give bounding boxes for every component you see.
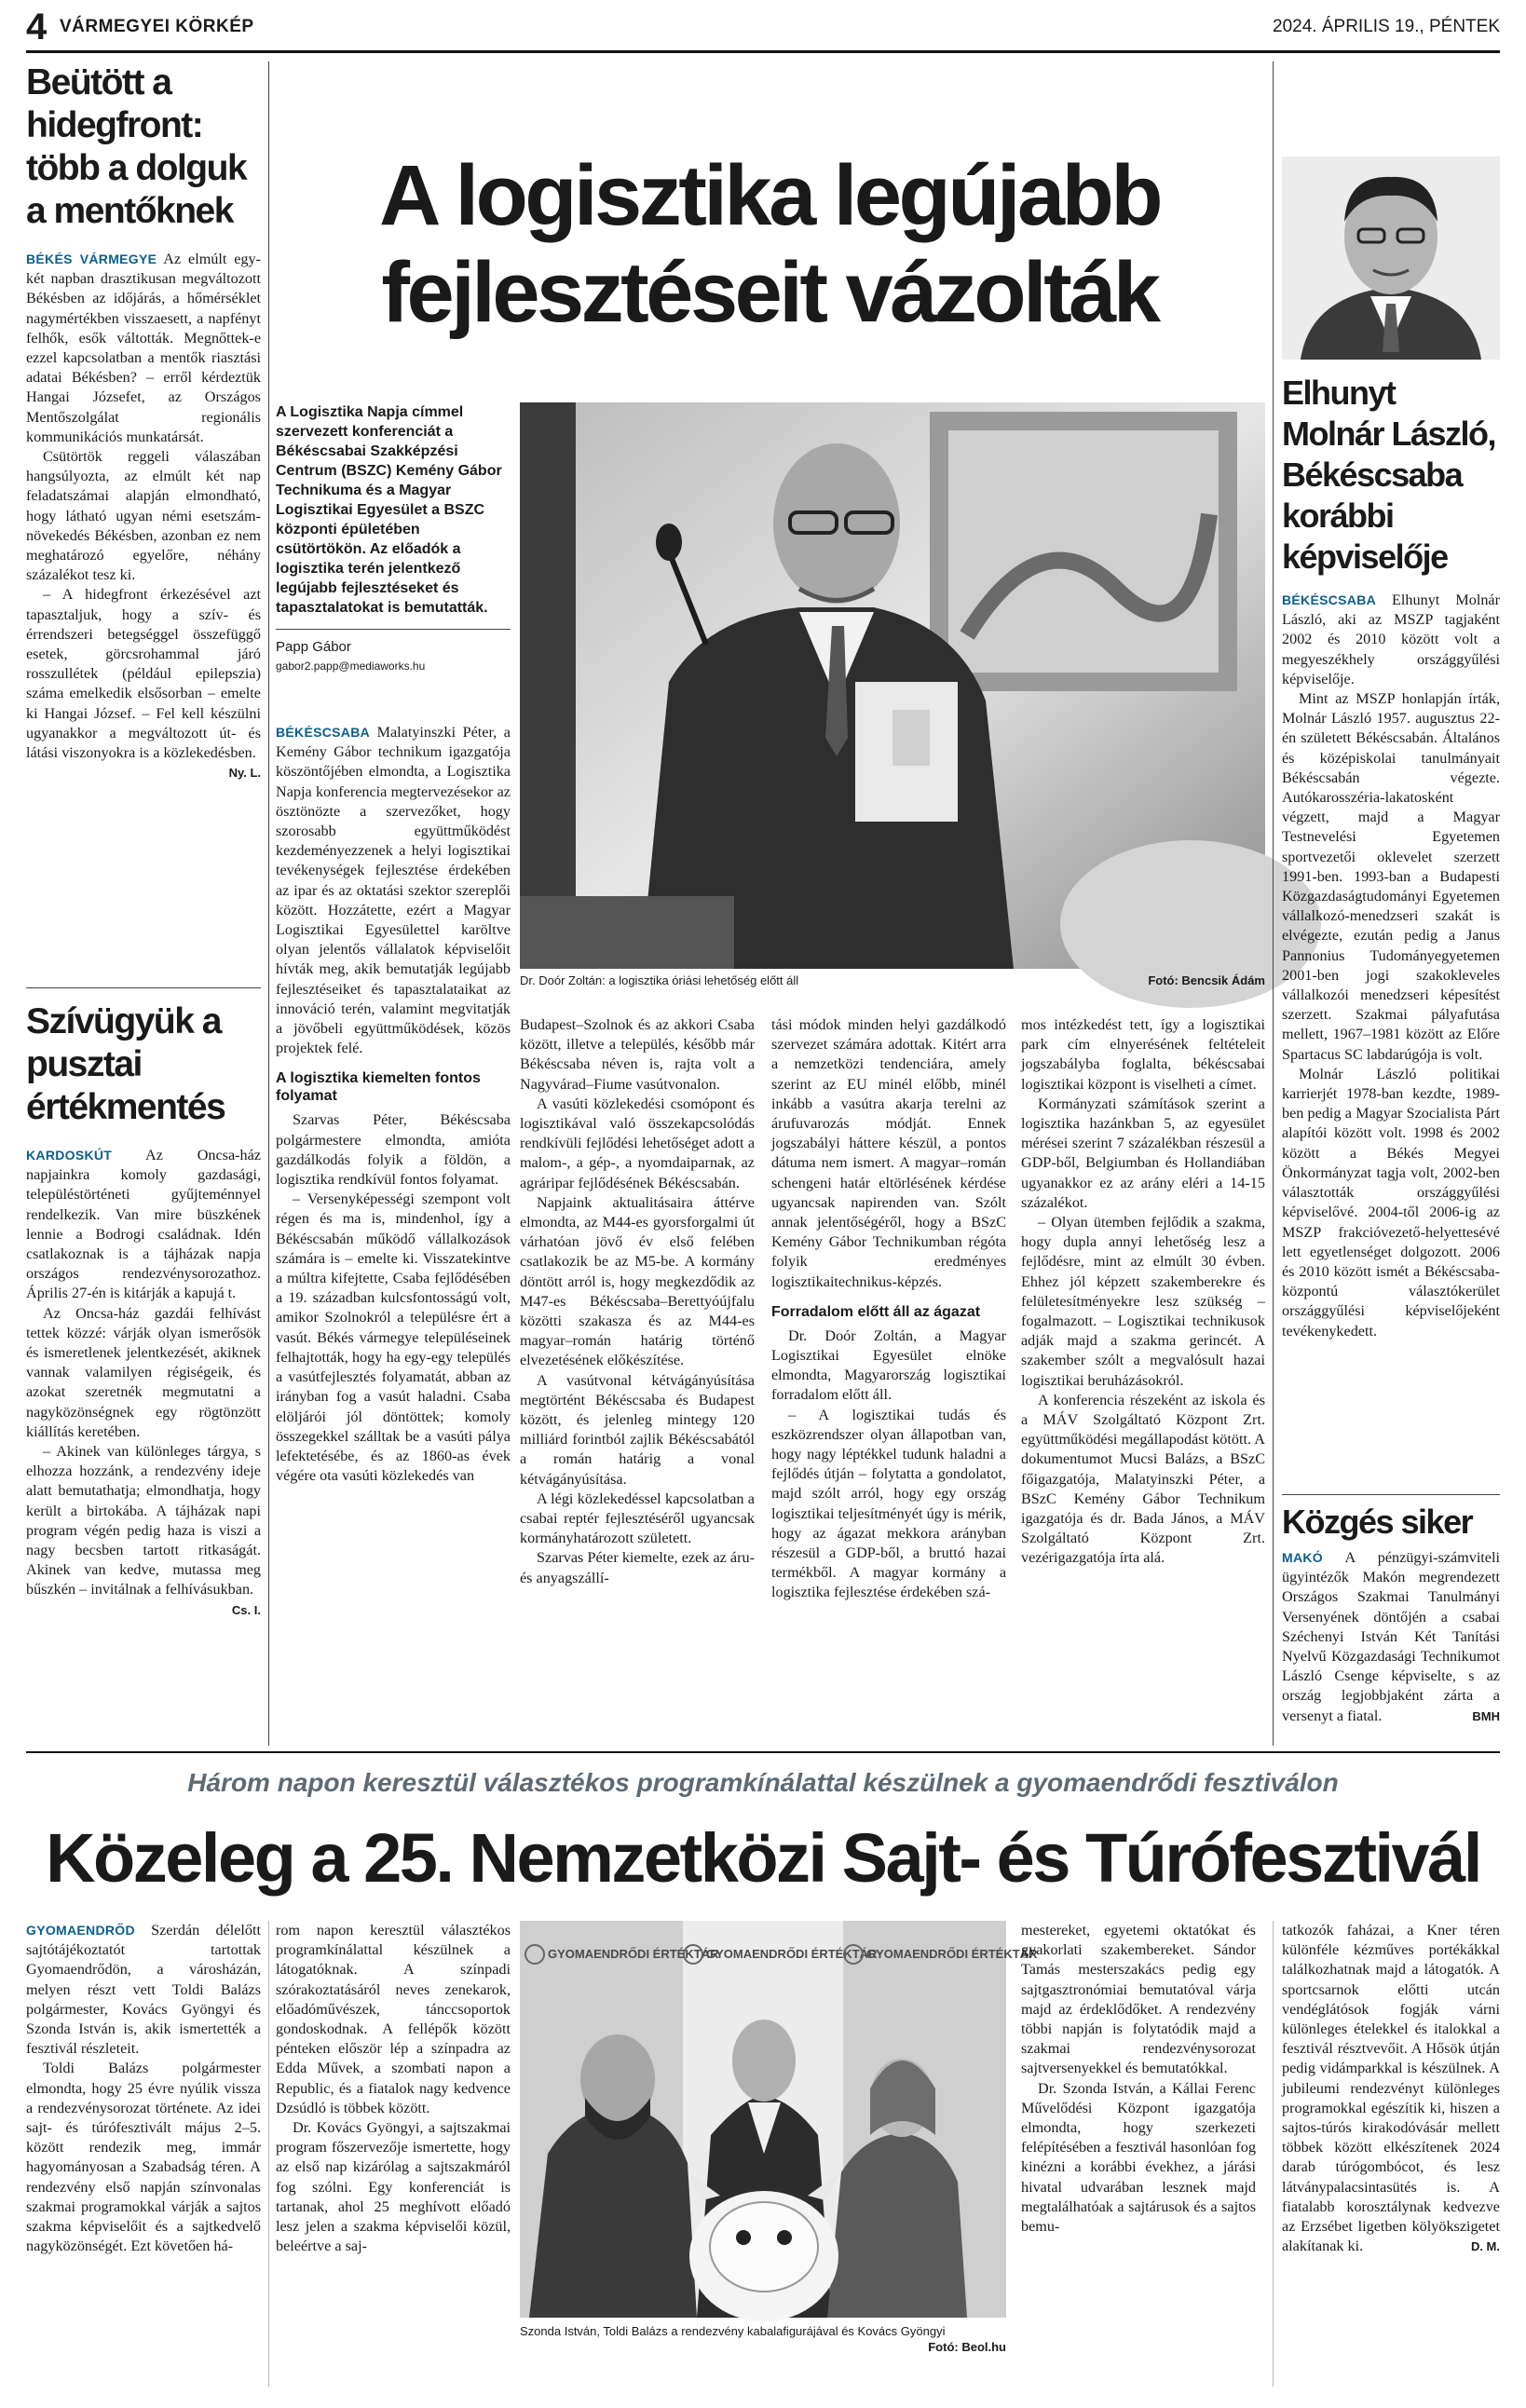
author-email: gabor2.papp@mediaworks.hu (276, 660, 426, 673)
festival-photo (520, 1921, 1038, 2318)
bottom-headline: Közeleg a 25. Nemzetközi Sajt- és Túrófesztivál (46, 1819, 1480, 1897)
paragraph: Dr. Kovács Gyöngyi, a sajtszakmai program főszervezője ismertette, hogy az első nap kizárólag a sajtszakmáról fog szólni. Egy konferenciát is tartanak, ahol 25 meghívott előadó lesz jelen a szakma képviselői közül, beleértve a saj- (276, 2119, 511, 2255)
main-photo-caption (520, 973, 1265, 988)
paragraph: tatkozók faházai, a Kner téren különféle kézműves portékákkal találkozhatnak majd a látogatók. A sportcsarnok előtti utcán vendéglátósok fogják várni különleges ételekkel és italokkal a fesztivál résztvevőit. A Hősök útján pedig vidámparkkal is készülnek. A jubileumi rendezvényt különleges programokkal egészítik ki, hiszen a sajtos-túrós kirakodóvásár mellett többek között elkészítenek 2024 darab túrógombócot, és lesz látványpalacsintasütés is. A fiatalabb korosztálynak kedvezve az Erzsébet ligetben kölyökszigetet alakítanak ki. (1282, 1922, 1500, 2255)
photo-credit: Fotó: Beol.hu (928, 2340, 1006, 2354)
lead-text: A Logisztika Napja címmel szervezett konferenciát a Békéscsabai Szakképzési Centrum (BSZC) Kemény Gábor Technikuma és a Magyar Logisztikai Egyesület a BSZC központi épületében csütörtökön. Az előadók a logisztika terén jelentkező legújabb fejlesztéseket és tapasztalatokat is bemutatták. (276, 404, 502, 616)
dateline: KARDOSKÚT (26, 1148, 113, 1163)
main-column-3 (771, 1015, 1006, 1746)
story-title: Szívügyük a pusztai értékmentés (26, 1001, 225, 1127)
paragraph: – A logisztikai tudás és eszközrendszer olyan állapotban van, hogy nagy léptékkel tudunk haladni a fejlődés útján – folytatta a gondolatot, majd szólt arról, hogy egy ország logisztikai teljesítményét úgy is mérik, hogy az ágazat mekkora arányban részesül a GDP-ből, a bruttó hazai termékből. A magyar kormány a logisztika fejlesztése érdekében szá- (771, 1406, 1006, 1601)
column-rule (1273, 61, 1274, 1746)
story-body (26, 250, 261, 902)
paragraph: Az Oncsa-ház napjainkra komoly gazdasági, településtörténeti gyűjteménnyel rendelkezik. Van mire büszkének lennie a Bodrogi családnak. Idén csatlakoznak is a tájházak napja országos rendezvénysorozathoz. Április 27-én is kitárják a kapujá t. (26, 1147, 262, 1302)
portrait-illustration (1282, 156, 1500, 360)
page-number: 4 (26, 7, 48, 48)
paragraph: Dr. Doór Zoltán, a Magyar Logisztikai Egyesület elnöke elmondta, Magyarország logisztikai forradalom előtt áll. (771, 1326, 1006, 1404)
dateline: BÉKÉSCSABA (1282, 592, 1377, 607)
paragraph: A pénzügyi-számviteli ügyintézők Makón megrendezett Országos Szakmai Tanulmányi Versenyének döntőjén a csabai Széchenyi István Két Tanítási Nyelvű Közgazdasági Technikumot László Csenge képviselte, s az ország legjobbjaként zárta a versenyt a fiatal. (1282, 1549, 1500, 1724)
main-lead (276, 402, 511, 674)
paragraph: – Olyan ütemben fejlődik a szakma, hogy dupla annyi lehetőség lesz a fejlődésre, mint az elmúlt 30 évben. Ehhez jól képzett szakemberekre és felületesítményekre lesz szükség – fogalmazott. – Logisztikai technikusok adják majd a szakma gerincét. A szakember szólt a megvalósult hazai logisztikai beruházásokról. (1021, 1214, 1265, 1389)
story-title: Közgés siker (1282, 1503, 1473, 1541)
paragraph: Napjaink aktualitásaira áttérve elmondta, az M44-es gyorsforgalmi út várhatóan jövő év első felében csatlakozik be az M5-be. A kormány döntött arról is, hogy megkezdődik az M47-es Békéscsaba–Berettyóújfalu közötti szakasza és az M44-es magyar–román határig történő elvezetésének előkészítése. (520, 1193, 755, 1369)
column-rule (268, 61, 269, 1746)
subheading: Forradalom előtt áll az ágazat (771, 1303, 981, 1320)
divider (26, 987, 261, 988)
paragraph: – Akinek van különleges tárgya, s elhozza hozzánk, a rendezvény ideje alatt bemutathatja; elmondhatja, hogy került a birtokába. A tájházak napi program végén pedig haza is viszi a nagy becsben tartott ritkaságát. Akinek van kedve, mutassa meg bűszkén – invitálnak a felhívásukban. (26, 1443, 261, 1599)
paragraph: Az Oncsa-ház gazdái felhívást tettek közzé: várják olyan ismerősök és ismeretlenek jelentkezését, akiknek vannak valamilyen régiségeik, és azokat szeretnék megmutatni a nagyközönségnek egy rögtönzött kiállítás keretében. (26, 1304, 261, 1440)
festival-photo-caption (520, 2323, 1006, 2355)
paragraph: A konferencia részeként az iskola és a MÁV Szolgáltató Központ Zrt. együttműködési megállapodást kötött. A dokumentumot Mucsi Balázs, a BSzC főigazgatója, Malatyinszki Péter, a BSzC Kemény Gábor Technikum igazgatója és dr. Bada János, a MÁV Szolgáltató Központ Zrt. vezérigazgatója írta alá. (1021, 1391, 1265, 1567)
paragraph: mestereket, egyetemi oktatókat és gyakorlati szakembereket. Sándor Tamás mesterszakács pedig egy sajtgasztronómiai bemutatóval várja majd az érdeklődőket. A rendezvény többi napján is folytatódik majd a szakmai rendezvénysorozat sajtversenyekkel és bemutatókkal. (1021, 1922, 1256, 2077)
author: Papp Gábor (276, 639, 351, 655)
signature: Cs. I. (231, 1602, 261, 1617)
header-rule (26, 50, 1500, 53)
subheading: A logisztika kiemelten fontos folyamat (276, 1070, 481, 1105)
photo-credit: Fotó: Bencsik Ádám (1148, 973, 1265, 987)
main-headline: A logisztika legújabb fejlesztéseit vázolták (378, 148, 1161, 340)
section-rule (26, 1751, 1500, 1753)
signature: D. M. (1470, 2239, 1500, 2254)
bottom-column-4 (1282, 1921, 1500, 2387)
bottom-kicker: Három napon keresztül választékos programkínálattal készülnek a gyomaendrődi fesztiválon (187, 1768, 1339, 1797)
paragraph: Szerdán délelőtt sajtótájékoztatót tartottak Gyomaendrődön, a városházán, melyen részt vett Toldi Balázs polgármester, Kovács Gyöngyi és Szonda István is, akik ismertették a fesztivál részleteit. (26, 1922, 262, 2058)
signature: Ny. L. (228, 766, 261, 781)
divider (1282, 1494, 1500, 1495)
column-rule (268, 1921, 269, 2387)
paragraph: A vasútvonal kétvágányúsítása megtörtént Békéscsaba és Budapest között, és jelenleg mintegy 120 milliárd forintból zajlik Békéscsabától a román határig a vonal kétvágányúsítása. (520, 1371, 755, 1488)
story-body (1282, 591, 1500, 1429)
story-obituary (1282, 373, 1500, 1481)
dateline: BÉKÉSCSABA (276, 725, 371, 740)
paragraph: Kormányzati számítások szerint a logisztika hazánkban 5, az egyesület mérései szerint 7 százalékban részesül a GDP-ből, Belgiumban és Hollandiában ugyanakkor ez az arány eléri a 14-15 százalékot. (1021, 1095, 1265, 1211)
paragraph: Szarvas Péter kiemelte, ezek az áru- és anyagszállí- (520, 1549, 755, 1586)
banner-text: GYOMAENDRŐDI ÉRTÉKTÁR (706, 1947, 878, 1961)
main-column-1 (276, 723, 511, 1746)
bottom-column-1 (26, 1921, 261, 2387)
paragraph: Malatyinszki Péter, a Kemény Gábor technikum igazgatója köszöntőjében elmondta, a Logisztika Napja konferencia megtervezésekor az ösztönözte a szervezőket, hogy szorosabb együttműködést kezdeményezzenek a helyi logisztikai tevékenységek fejlesztése érdekében az ipar és az oktatási szektor szereplői között. Hozzátette, ezért a Magyar Logisztikai Egyesülettel karöltve olyan jelentős vállalatok képviselőit hívták meg, akik bemutatják legújabb fejlesztéseiket és tapasztalataikat az innováció terén, valamint megvitatják a jövőbeli együttműködések, közös projektek felé. (276, 724, 511, 1057)
paragraph: tási módok minden helyi gazdálkodó szervezet számára adottak. Kitért arra a nemzetközi tendenciára, amely szerint az EU minél előbb, minél inkább a vasútra akarja terelni az árufuvarozás módját. Ennek jogszabályi háttere készül, a pontos dátuma nem ismert. A magyar–román schengeni határ eltörlésének kérdése ugyancsak napirenden van. Szólt annak jelentőségéről, hogy a BSzC Kemény Gábor Technikumban régóta folyik eredményes logisztikaitechnikus-képzés. (771, 1016, 1006, 1290)
festival-photo-illustration (520, 1921, 1038, 2318)
story-competition (1282, 1502, 1500, 1746)
paragraph: rom napon keresztül választékos programkínálattal készülnek a látogatóknak. A színpadi szórakoztatásáról neves zenekarok, előadóművészek, tánccsoportok gondoskodnak. A fellépők között pénteken először lép a színpadra az Edda Művek, a szombati napon a Republic, és a fiatalok nagy kedvence Dzsúdló is többek között. (276, 1922, 511, 2116)
issue-date: 2024. ÁPRILIS 19., PÉNTEK (1273, 17, 1500, 36)
banner-text: GYOMAENDRŐDI ÉRTÉKTÁR (866, 1947, 1038, 1961)
story-heritage (26, 1000, 261, 1764)
story-cold-front (26, 61, 261, 1002)
main-photo (520, 402, 1265, 969)
banner-text: GYOMAENDRŐDI ÉRTÉKTÁR (548, 1947, 719, 1961)
portrait-photo (1282, 156, 1500, 360)
story-title: Beütött a hidegfront: több a dolguk a mentőknek (26, 62, 247, 231)
section-name: VÁRMEGYEI KÖRKÉP (60, 17, 254, 36)
caption-text: Dr. Doór Zoltán: a logisztika óriási lehetőség előtt áll (520, 973, 799, 987)
bottom-column-2 (276, 1921, 511, 2387)
paragraph: Szarvas Péter, Békéscsaba polgármestere elmondta, amióta gazdálkodás folyik a földön, a logisztika rendkívül fontos folyamat. (276, 1111, 511, 1189)
paragraph: – Versenyképességi szempont volt régen és ma is, mindenhol, így a Békéscsabán működő vállalkozások számára is – emelte ki. Visszatekintve a múltra kifejtette, Csaba fejlődésében a 19. században kulcsfontosságú volt, amikor Szolnokról a településre ért a vasút. Békés vármegye településeinek felhajtották, hogy ha egy-egy település a vasútfejlesztés folyamatát, abban az irányban fog a vasút haladni. Csaba elöljárói jól döntöttek; komoly összegekkel szálltak be a vasúti pálya lefektetésébe, és az 1860-as évek végére ota vasúti közlekedés van (276, 1190, 511, 1485)
speaker-photo-illustration (520, 402, 1265, 969)
story-body (1282, 1548, 1500, 1740)
paragraph: Mint az MSZP honlapján írták, Molnár László 1957. augusztus 22-én született Békéscsabán. Általános és középiskolai tanulmányait Békéscsabán végezte. Autókarosszéria-lakatosként végzett, majd a Magyar Testnevelési Egyetemen sportvezetői oklevelet szerzett 1991-ben. 1993-ban a Budapesti Közgazdaságtudományi Egyetemen vállalkozó-menedzseri szakát is elvégezte, ezután pedig a Janus Pannonius Tudományegyetemen 2001-ben jogi szakokleveles vállalkozói menedzseri képesítést szerzett. Szakmai pályafutása mellett, 1967–1981 között az Előre Spartacus SC labdarúgója is volt. (1282, 690, 1500, 1063)
dateline: MAKÓ (1282, 1550, 1323, 1565)
signature: BMH (1472, 1708, 1500, 1723)
paragraph: Budapest–Szolnok és az akkori Csaba között, illetve a település, később már Békéscsaba néven is, rajta volt a Nagyvárad–Fiume vasútvonalon. (520, 1016, 755, 1093)
page-header (26, 6, 1500, 48)
paragraph: Csütörtök reggeli válaszában hangsúlyozta, az elmúlt két nap feladatszámai alapján elmondható, hogy látható ugyan némi esetszám-növekedés Békésben, azonban ez nem meghatározó egyelőre, néhány százalékot tesz ki. (26, 448, 261, 584)
divider (276, 629, 511, 630)
paragraph: Molnár László politikai karrierjét 1978-ban kezdte, 1989-ben pedig a Magyar Szocialista Párt alapítói között volt. 1998 és 2002 között a Békés Megyei Önkormányzat tagja volt, 2002-ben választották országgyűlési képviselővé. 2004-től 2006-ig az MSZP frakcióvezető-helyettesévé lett egyetlenséget dolgozott. 2006 és 2010 között ismét a Békéscsaba-központú választókerület országgyűlési képviselőjeként tevékenykedett. (1282, 1065, 1500, 1340)
main-column-4 (1021, 1015, 1265, 1746)
paragraph: – A hidegfront érkezésével azt tapasztaljuk, hogy a szív- és érrendszeri betegséggel összefüggő esetek, görcsrohammal járó rosszullétek (például epilepszia) száma emelkedik elsősorban – emelte ki Hangai József. – Fel kell készülni ugyanakkor a megváltozott út- és látási viszonyokra is a közlekedésben. (26, 586, 261, 762)
story-title: Elhunyt Molnár László, Békéscsaba korábbi képviselője (1282, 374, 1496, 576)
paragraph: mos intézkedést tett, így a logisztikai park cím elnyerésének feltételeit jogszabályba foglalta, békéscsabai logisztikai központ is viselheti a címet. (1021, 1016, 1265, 1093)
dateline: BÉKÉS VÁRMEGYE (26, 252, 157, 266)
paragraph: Toldi Balázs polgármester elmondta, hogy 25 évre nyúlik vissza a rendezvénysorozat története. Az idei sajt- és túrófesztivált május 2–5. között rendezik meg, immár hagyományosan a Szabadság téren. A rendezvény első napján színvonalas szakmai programokkal várják a sajtos szakma képviselőit és a sajtkedvelő nagyközönségét. Ezt követően há- (26, 2060, 261, 2255)
story-body (26, 1146, 261, 1761)
column-rule (1273, 1921, 1274, 2387)
caption-text: Szonda István, Toldi Balázs a rendezvény kabalafigurájával és Kovács Gyöngyi (520, 2324, 946, 2338)
paragraph: Az elmúlt egy-két napban drasztikusan megváltozott Békésben az időjárás, a hőmérséklet nagymértékben visszaesett, a napfényt felhők, esők váltották. Megnőttek-e ezzel kapcsolatban a mentők riasztási adatai Békésben? – erről kérdeztük Hangai Józsefet, az Országos Mentőszolgálat regionális kommunikációs munkatársát. (26, 251, 262, 445)
bottom-column-3 (1021, 1921, 1256, 2387)
paragraph: A vasúti közlekedési csomópont és logisztikával való összekapcsolódás rendkívüli fejlődési lehetőséget adott a malom-, a gép-, a nyomdaiparnak, az agráripar fejlődésének Békéscsabán. (520, 1095, 755, 1191)
main-column-2 (520, 1015, 755, 1746)
dateline: GYOMAENDRŐD (26, 1923, 135, 1938)
paragraph: Elhunyt Molnár László, aki az MSZP tagjaként 2002 és 2010 között volt a megyeszékhely országgyűlési képviselője. (1282, 592, 1500, 687)
paragraph: A légi közlekedéssel kapcsolatban a csabai reptér fejlesztéséről ugyancsak kormányhatározott született. (520, 1490, 755, 1547)
paragraph: Dr. Szonda István, a Kállai Ferenc Művelődési Központ igazgatója elmondta, hogy szerkezeti felépítésében a fesztivál hasonlóan fog kinézni a korábbi évekhez, a járási hivatal udvarában lesznek majd megtalálhatóak a sajtárusok és a sajtos bemu- (1021, 2079, 1256, 2236)
